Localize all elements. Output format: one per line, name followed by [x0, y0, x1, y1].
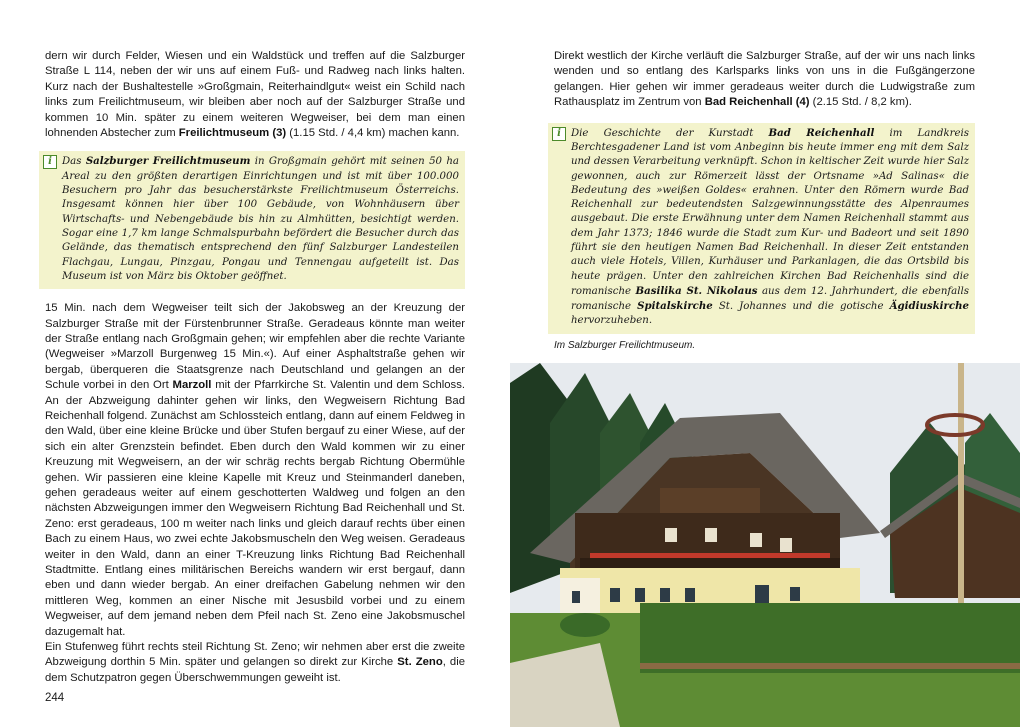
text-run: im Landkreis Berchtesgadener Land ist vom Anbeginn bis heute immer eng mit dem Salz und dessen Verarbeitung verknüpft. Schon in keltischer Zeit wurde hier Salz gewonnen, auch zur Römerzeit lässt der Ortsname »Ad Salinas« die Bedeutung des »weißen Goldes« erahnen. Unter den Römern wurde Bad Reichenhall zur bedeutendsten Salzgewinnungsstätte des Alpenraumes ausgebaut. Die erste Erwähnung unter dem Namen Reichenhall stammt aus dem Jahr 1373; 1846 wurde die Stadt zum Kur- und Badeort und seit 1890 führt sie den heutigen Namen Bad Reichenhall. In dieser Zeit entstanden auch viele Hotels, Villen, Kurhäuser und Parkanlagen, die das Ortsbild bis heute prägen. Unter den zahlreichen Kirchen Bad Reichenhalls sind die romanische: [571, 127, 970, 297]
bold-term: St. Zeno: [397, 656, 443, 669]
info-icon: i: [43, 155, 57, 169]
bold-term: Marzoll: [172, 379, 212, 392]
info-box-text: [62, 154, 459, 284]
photo-caption: Im Salzburger Freilichtmuseum.: [554, 340, 696, 351]
text-run: Ein Stufenweg führt rechts steil Richtung St. Zeno; wir nehmen aber erst die zweite Abzweigung dorthin 5 Min. später und gelangen so direkt zur Kirche: [45, 641, 465, 669]
info-box-text: [571, 126, 969, 329]
text-run: dern wir durch Felder, Wiesen und ein Waldstück und treffen auf die Salzburger Straße L 114, neben der wir uns auf einem Fuß- und Radweg nach links halten. Kurz nach der Bushaltestelle »Großgmain, Reiterhaindlgut« weist ein Schild nach links zum Freilichtmuseum, wir bleiben aber noch auf der Salzburger Straße und kommen 10 Min. später zu einem weiteren Wegweiser, bei dem man einen lohnenden Abstecher zum: [45, 50, 465, 140]
text-run: Die Geschichte der Kurstadt: [571, 127, 769, 139]
right-column: [554, 49, 975, 346]
text-run: mit der Pfarrkirche St. Valentin und dem Schloss. An der Abzweigung dahinter gehen wir links, den Wegweisern Richtung Bad Reichenhall folgend. Zunächst am Schlossteich entlang, dann auf einem Feldweg in den Wald, über eine kleine Brücke und über Stufen bergauf zu einer Wiese, auf der sich ein alter Grenzstein befindet. Eben durch den Wald kommen wir zu einer Kreuzung mit Wegweisern, an der wir schräg rechts bergab Richtung Obermühle gehen. Wir passieren eine kleine Kapelle mit Kreuz und Steinmanderl daneben, gehen geradeaus weiter auf einem geschotterten Waldweg und folgen an den nächsten Abzweigungen immer den Wegweisern Richtung Bad Reichenhall und St. Zeno: erst geradeaus, 100 m weiter nach links und gleich darauf rechts über einen Bach zu einem Haus, wo zwei echte Jakobsmuscheln den Weg weisen. Geradeaus weiter in den Wald, dann an einer T-Kreuzung links Richtung Bad Reichenhall Stadtmitte. Entlang eines militärischen Bereichs wandern wir erst bergauf, dann eben und dann wieder bergab. An einer dreifachen Gabelung nehmen wir den mittleren Weg, kommen an einer Nische mit Jesusbild vorbei und zu einem Wegweiser, auf dem jemand neben dem Pfeil nach St. Zeno eine Jakobsmuschel dazugemalt hat.: [45, 379, 465, 638]
left-paragraph-3: [45, 640, 465, 686]
text-run: aus dem 12. Jahrhundert, die ebenfalls romanische: [571, 285, 969, 313]
page-number: 244: [45, 692, 65, 704]
right-paragraph-1: [554, 49, 975, 111]
text-run: (1.15 Std. / 4,4 km) machen kann.: [286, 127, 460, 140]
text-run: St. Johannes und die gotische: [712, 301, 890, 313]
info-icon: i: [552, 127, 566, 141]
left-paragraph-1: [45, 49, 465, 141]
text-run: (2.15 Std. / 8,2 km).: [809, 96, 912, 109]
bold-term: Bad Reichenhall (4): [704, 96, 810, 109]
text-run: Das: [62, 156, 86, 168]
text-run: , die dem Schutzpatron gegen Überschwemmungen geweiht ist.: [45, 656, 465, 684]
bold-term: Spitalskirche: [637, 300, 713, 313]
left-column: [45, 49, 465, 686]
text-run: hervorzuheben.: [571, 315, 653, 327]
bold-term: Ägidiuskirche: [889, 300, 969, 313]
bold-term: Bad Reichenhall: [768, 126, 875, 139]
info-box-freilichtmuseum: [39, 151, 465, 289]
text-run: in Großgmain gehört mit seinen 50 ha Areal zu den größten derartigen Einrichtungen und ist mit über 100.000 Besuchern pro Jahr das besucherstärkste Freilichtmuseum Österreichs. Insgesamt können hier über 100 Gebäude, von Wohnhäusern über Wirtschafts- und Nebengebäude bis hin zu Almhütten, besichtigt werden. Sogar eine 1,7 km lange Schmalspurbahn befördert die Besucher durch das Gelände, das thematisch entsprechend den fünf Salzburger Landesteilen Flachgau, Lungau, Pinzgau, Pongau und Tennengau aufgeteilt ist. Das Museum ist von März bis Oktober geöffnet.: [62, 156, 459, 282]
left-paragraph-2: [45, 301, 465, 640]
farmhouse-illustration: [510, 363, 1020, 727]
bold-term: Salzburger Freilichtmuseum: [85, 155, 251, 168]
bold-term: Basilika St. Nikolaus: [635, 284, 758, 297]
bold-term: Freilichtmuseum (3): [178, 127, 287, 140]
text-run: 15 Min. nach dem Wegweiser teilt sich der Jakobsweg an der Kreuzung der Salzburger Straße mit der Fürstenbrunner Straße. Geradeaus könnte man weiter der Straße entlang nach Großgmain gehen; wir empfehlen aber die rechte Variante (Wegweiser »Marzoll Burgenweg 15 Min.«). Auf einer Asphaltstraße gehen wir bergab, überqueren die Staatsgrenze nach Deutschland und gelangen an der Schule vorbei in den Ort: [45, 302, 465, 392]
museum-photo: [510, 363, 1020, 727]
info-box-bad-reichenhall: [548, 123, 975, 334]
text-run: Direkt westlich der Kirche verläuft die Salzburger Straße, auf der wir uns nach links wenden und so entlang des Karlsparks links von uns in die Fußgängerzone gelangen. Hier gehen wir immer geradeaus weiter durch die Ludwigstraße zum Rathausplatz im Zentrum von: [554, 50, 975, 109]
